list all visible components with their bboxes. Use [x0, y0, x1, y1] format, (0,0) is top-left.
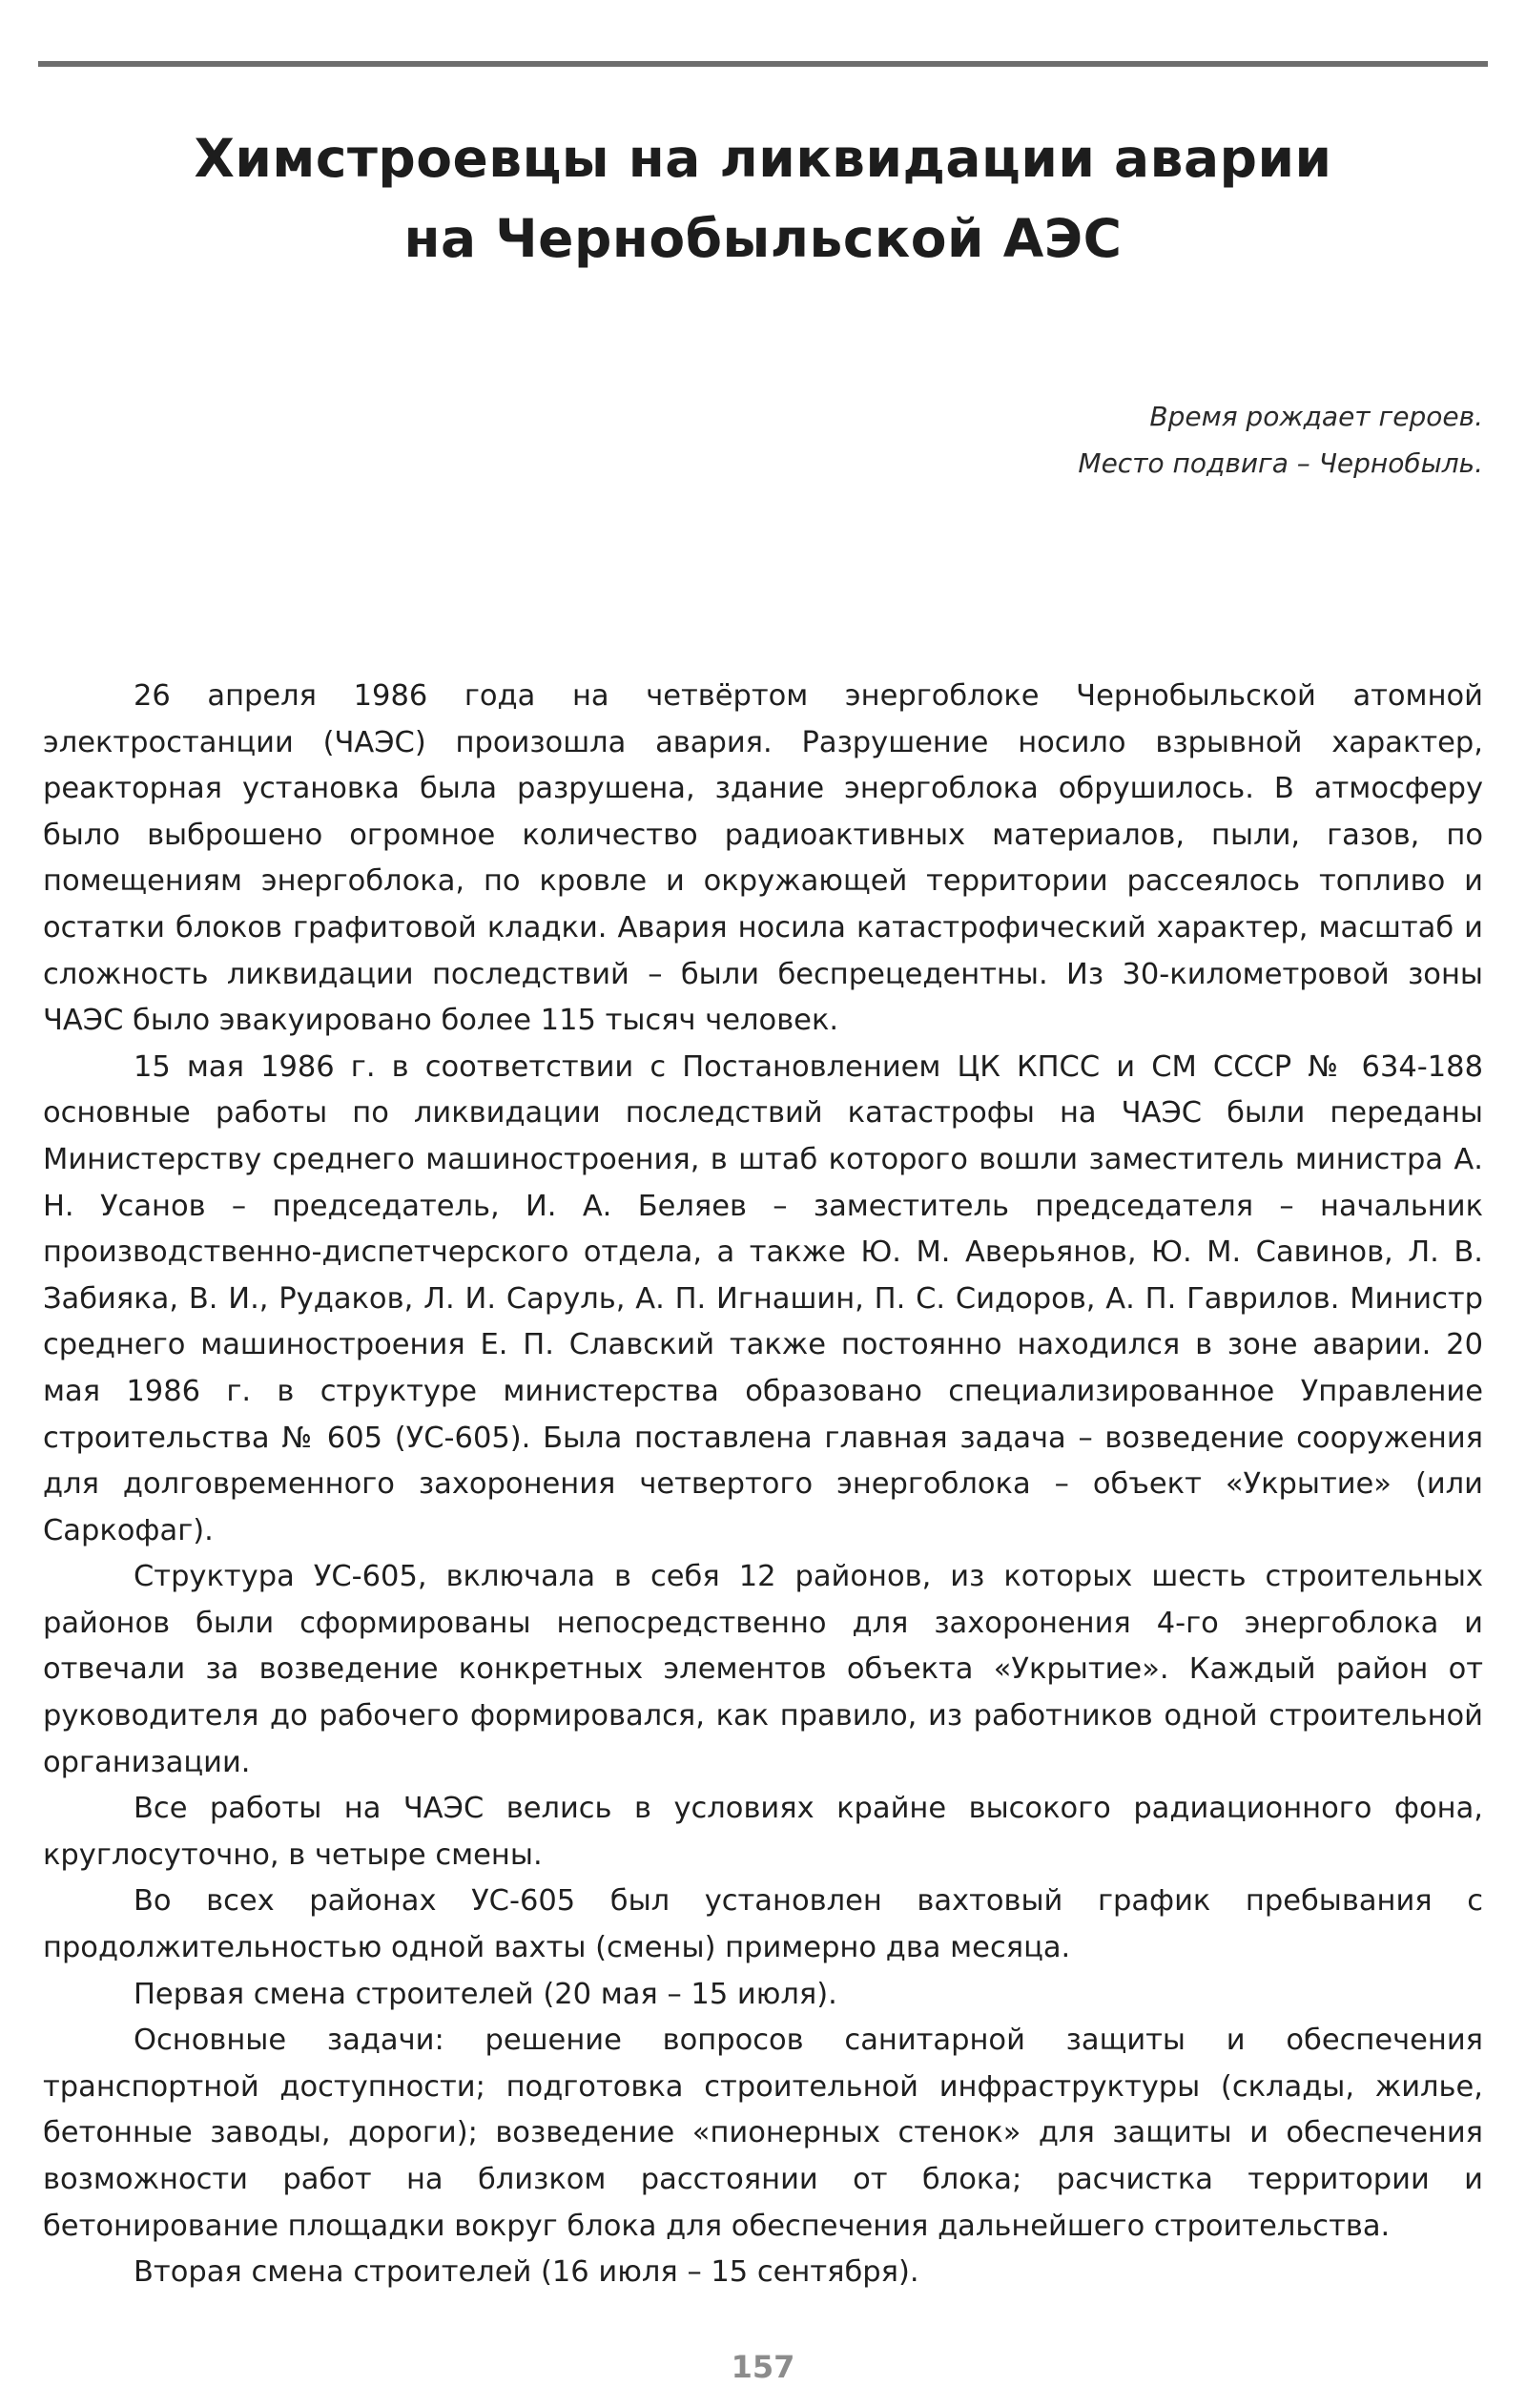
top-rule	[38, 61, 1488, 67]
epigraph-line-2: Место подвига – Чернобыль.	[1078, 447, 1483, 479]
title-line-2: на Чернобыльской АЭС	[403, 208, 1123, 269]
paragraph: 15 мая 1986 г. в соответствии с Постановлением ЦК КПСС и СМ СССР № 634-188 основные работы по ликвидации последствий катастрофы на ЧАЭС были переданы Министерству среднего машиностроения, в штаб которого вошли заместитель министра А. Н. Усанов – председатель, И. А. Беляев – заместитель председателя – начальник производственно-диспетчерского отдела, а также Ю. М. Аверьянов, Ю. М. Савинов, Л. В. Забияка, В. И., Рудаков, Л. И. Саруль, А. П. Игнашин, П. С. Сидоров, А. П. Гаврилов. Министр среднего машиностроения Е. П. Славский также постоянно находился в зоне аварии. 20 мая 1986 г. в структуре министерства образовано специализированное Управление строительства № 605 (УС-605). Была поставлена главная задача – возведение сооружения для долговременного захоронения четвертого энергоблока – объект «Укрытие» (или Саркофаг).	[43, 1049, 1483, 1547]
paragraph: Основные задачи: решение вопросов санитарной защиты и обеспечения транспортной доступности; подготовка строительной инфраструктуры (склады, жилье, бетонные заводы, дороги); возведение «пионерных стенок» для защиты и обеспечения возможности работ на близком расстоянии от блока; расчистка территории и бетонирование площадки вокруг блока для обеспечения дальнейшего строительства.	[43, 2024, 1483, 2243]
title-line-1: Химстроевцы на ликвидации аварии	[194, 128, 1332, 189]
paragraph: Во всех районах УС-605 был установлен вахтовый график пребывания с продолжительностью одной вахты (смены) примерно два месяца.	[43, 1884, 1483, 1965]
paragraph: Структура УС-605, включала в себя 12 районов, из которых шесть строительных районов были сформированы непосредственно для захоронения 4-го энергоблока и отвечали за возведение конкретных элементов объекта «Укрытие». Каждый район от руководителя до рабочего формировался, как правило, из работников одной строительной организации.	[43, 1560, 1483, 1779]
paragraph: 26 апреля 1986 года на четвёртом энергоблоке Чернобыльской атомной электростанции (ЧАЭС) произошла авария. Разрушение носило взрывной характер, реакторная установка была разрушена, здание энергоблока обрушилось. В атмосферу было выброшено огромное количество радиоактивных материалов, пыли, газов, по помещениям энергоблока, по кровле и окружающей территории рассеялось топливо и остатки блоков графитовой кладки. Авария носила катастрофический характер, масштаб и сложность ликвидации последствий – были беспрецедентны. Из 30-километровой зоны ЧАЭС было эвакуировано более 115 тысяч человек.	[43, 679, 1483, 1038]
paragraph: Вторая смена строителей (16 июля – 15 сентября).	[134, 2255, 919, 2290]
page-number: 157	[731, 2349, 795, 2385]
paragraph: Первая смена строителей (20 мая – 15 июля).	[134, 1977, 837, 2011]
page-title	[76, 118, 1450, 279]
paragraph: Все работы на ЧАЭС велись в условиях крайне высокого радиационного фона, круглосуточно, в четыре смены.	[43, 1792, 1483, 1872]
epigraph-line-1: Время рождает героев.	[1149, 401, 1483, 432]
epigraph	[625, 393, 1483, 487]
article-body	[43, 674, 1483, 2296]
